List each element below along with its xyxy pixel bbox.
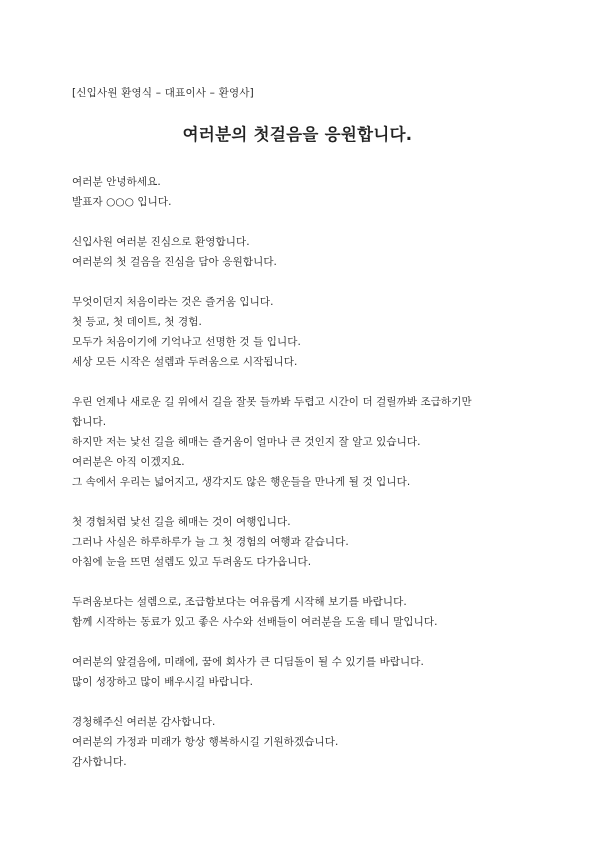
text-line: 세상 모든 시작은 설렘과 두려움으로 시작됩니다. xyxy=(72,356,298,368)
text-line: 신입사원 여러분 진심으로 환영합니다. xyxy=(72,236,250,248)
paragraph xyxy=(72,592,532,632)
text-line: 우린 언제나 새로운 길 위에서 길을 잘못 들까봐 두렵고 시간이 더 걸릴까봐 조급하기만 xyxy=(72,396,472,408)
text-line: 여러분은 아직 이겠지요. xyxy=(72,456,185,468)
text-line: 아침에 눈을 뜨면 설렘도 있고 두려움도 다가옵니다. xyxy=(72,556,312,568)
text-line: 발표자 ○○○ 입니다. xyxy=(72,196,172,208)
document-header: [신입사원 환영식 – 대표이사 – 환영사] xyxy=(72,87,254,99)
text-line: 여러분 안녕하세요. xyxy=(72,176,161,188)
text-line: 첫 등교, 첫 데이트, 첫 경험. xyxy=(72,316,202,328)
text-line: 그 속에서 우리는 넓어지고, 생각지도 않은 행운들을 만나게 될 것 입니다. xyxy=(72,476,411,488)
text-line: 함께 시작하는 동료가 있고 좋은 사수와 선배들이 여러분을 도울 테니 말입니다. xyxy=(72,616,438,628)
paragraph xyxy=(72,392,532,492)
text-line: 여러분의 가정과 미래가 항상 행복하시길 기원하겠습니다. xyxy=(72,736,339,748)
document-body xyxy=(72,172,532,792)
text-line: 그러나 사실은 하루하루가 늘 그 첫 경험의 여행과 같습니다. xyxy=(72,536,349,548)
text-line: 무엇이던지 처음이라는 것은 즐거움 입니다. xyxy=(72,296,274,308)
paragraph xyxy=(72,172,532,212)
paragraph xyxy=(72,712,532,772)
paragraph xyxy=(72,292,532,372)
text-line: 모두가 처음이기에 기억나고 선명한 것 들 입니다. xyxy=(72,336,301,348)
paragraph xyxy=(72,652,532,692)
paragraph xyxy=(72,232,532,272)
paragraph xyxy=(72,512,532,572)
text-line: 감사합니다. xyxy=(72,756,127,768)
text-line: 하지만 저는 낯선 길을 헤매는 즐거움이 얼마나 큰 것인지 잘 알고 있습니다. xyxy=(72,436,421,448)
text-line: 합니다. xyxy=(72,416,107,428)
text-line: 경청해주신 여러분 감사합니다. xyxy=(72,716,216,728)
text-line: 여러분의 앞걸음에, 미래에, 꿈에 회사가 큰 디딤돌이 될 수 있기를 바랍니다. xyxy=(72,656,424,668)
document-title: 여러분의 첫걸음을 응원합니다. xyxy=(182,125,413,144)
text-line: 많이 성장하고 많이 배우시길 바랍니다. xyxy=(72,676,254,688)
text-line: 첫 경험처럼 낯선 길을 헤매는 것이 여행입니다. xyxy=(72,516,291,528)
text-line: 여러분의 첫 걸음을 진심을 담아 응원합니다. xyxy=(72,256,277,268)
text-line: 두려움보다는 설렘으로, 조급함보다는 여유롭게 시작해 보기를 바랍니다. xyxy=(72,596,407,608)
